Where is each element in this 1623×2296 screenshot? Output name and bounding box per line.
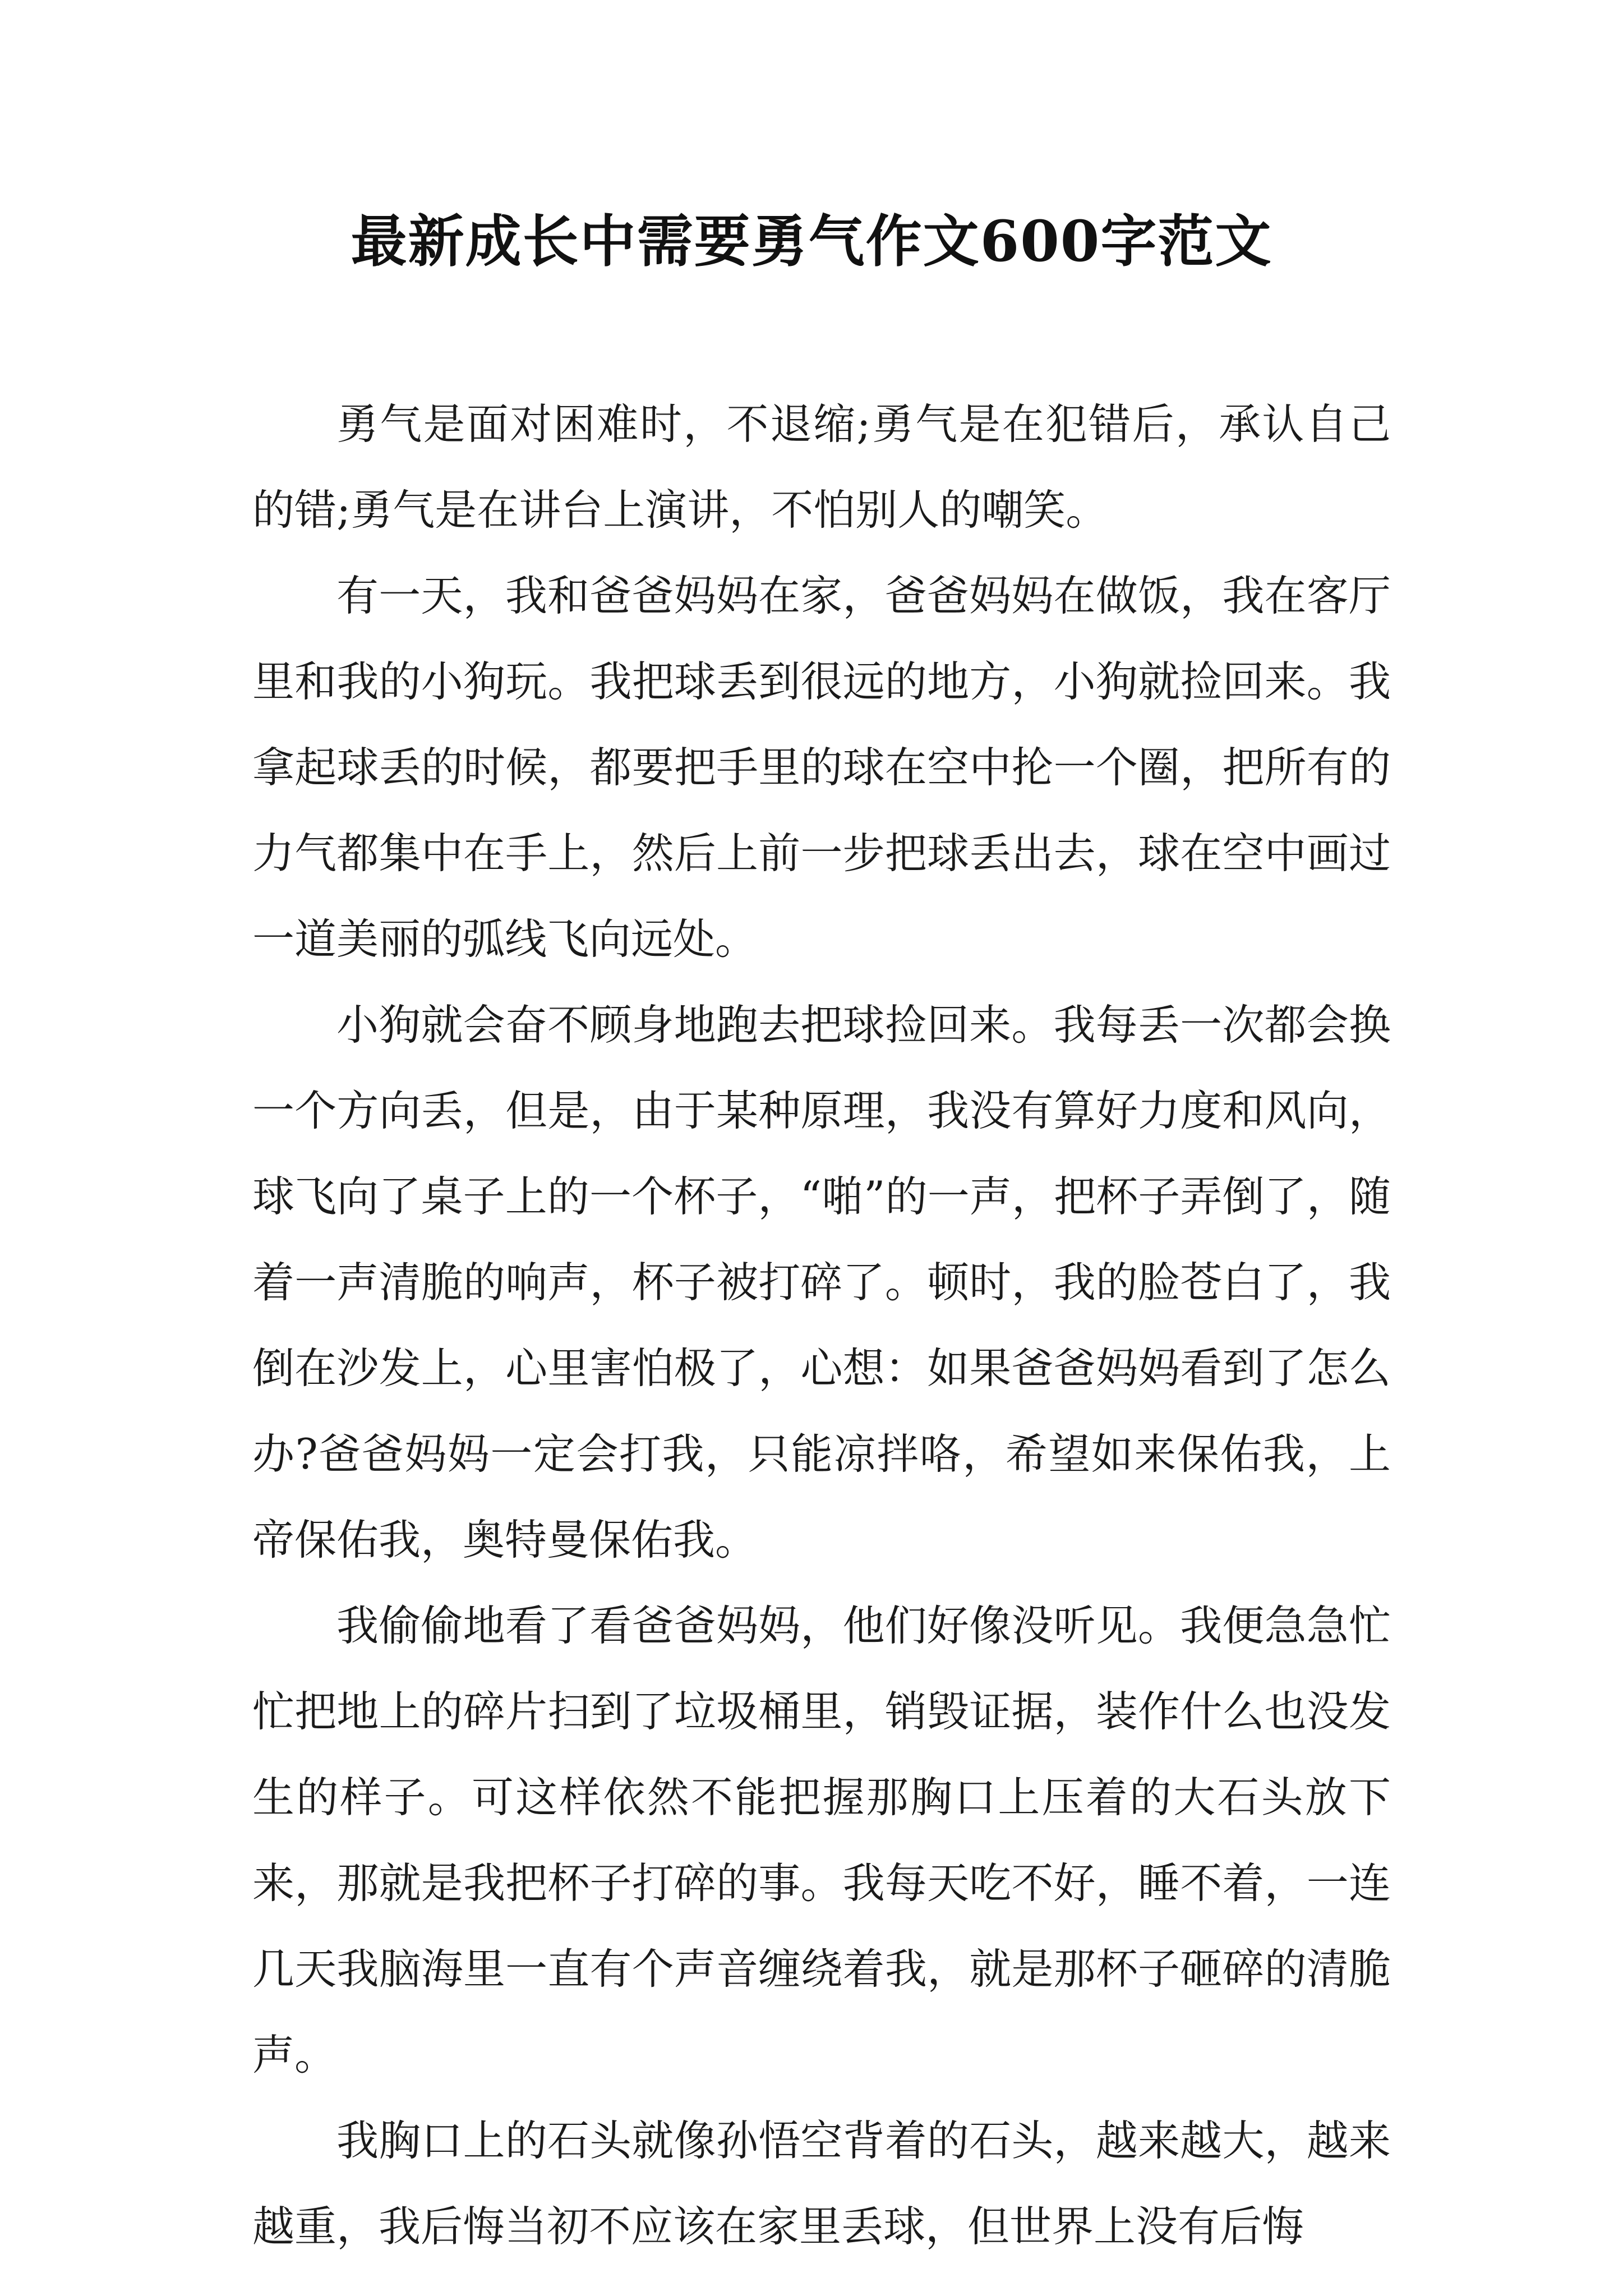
document-body <box>252 381 1391 2270</box>
paragraph-1: 勇气是面对困难时，不退缩;勇气是在犯错后，承认自己的错;勇气是在讲台上演讲，不怕别人的嘲笑。 <box>252 399 1391 535</box>
document-title: 最新成长中需要勇气作文600字范文 <box>351 208 1272 274</box>
paragraph-5: 我胸口上的石头就像孙悟空背着的石头，越来越大，越来越重，我后悔当初不应该在家里丢球，但世界上没有后悔 <box>252 2116 1391 2251</box>
paragraph-3: 小狗就会奋不顾身地跑去把球捡回来。我每丢一次都会换一个方向丢，但是，由于某种原理，我没有算好力度和风向，球飞向了桌子上的一个杯子，“啪”的一声，把杯子弄倒了，随着一声清脆的响声，杯子被打碎了。顿时，我的脸苍白了，我倒在沙发上，心里害怕极了，心想：如果爸爸妈妈看到了怎么办?爸爸妈妈一定会打我，只能凉拌咯，希望如来保佑我，上帝保佑我，奥特曼保佑我。 <box>252 1000 1391 1565</box>
paragraph-2: 有一天，我和爸爸妈妈在家，爸爸妈妈在做饭，我在客厅里和我的小狗玩。我把球丢到很远的地方，小狗就捡回来。我拿起球丢的时候，都要把手里的球在空中抡一个圈，把所有的力气都集中在手上，然后上前一步把球丢出去，球在空中画过一道美丽的弧线飞向远处。 <box>252 571 1391 964</box>
paragraph-4: 我偷偷地看了看爸爸妈妈，他们好像没听见。我便急急忙忙把地上的碎片扫到了垃圾桶里，销毁证据，装作什么也没发生的样子。可这样依然不能把握那胸口上压着的大石头放下来，那就是我把杯子打碎的事。我每天吃不好，睡不着，一连几天我脑海里一直有个声音缠绕着我，就是那杯子砸碎的清脆声。 <box>252 1601 1391 2079</box>
